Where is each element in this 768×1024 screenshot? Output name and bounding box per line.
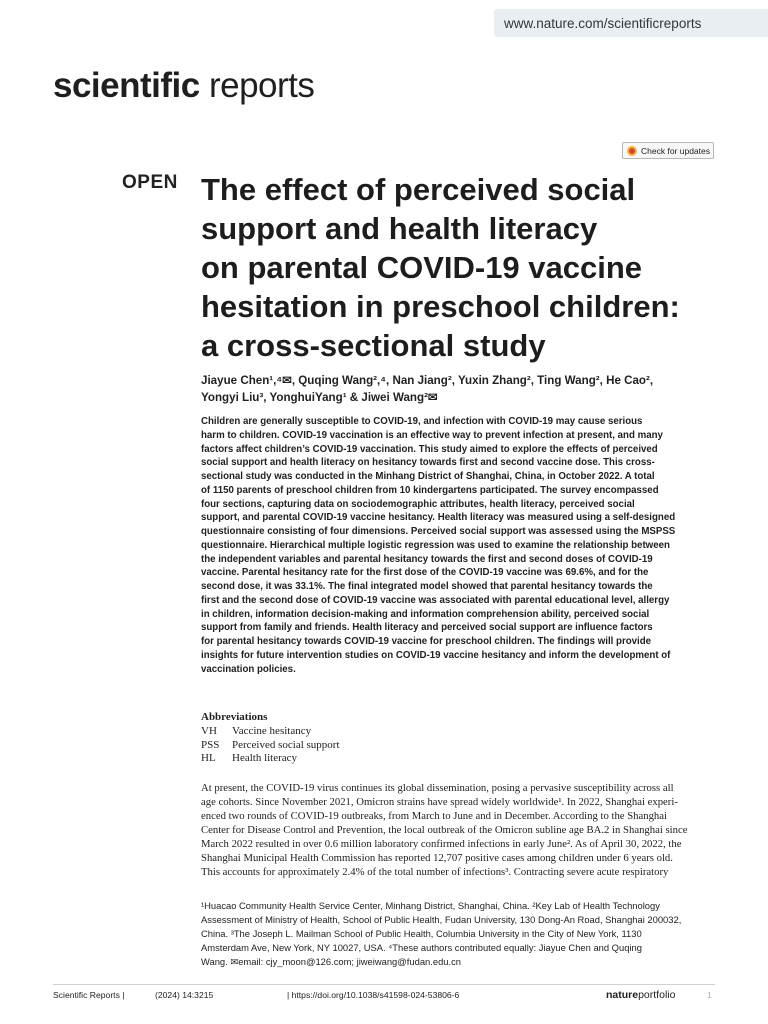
abstract-line: in children, information decision-making and information comprehension ability, perceived social: [201, 608, 650, 620]
abstract-line: support from family and friends. Health literacy and perceived social support are influence factors: [201, 622, 653, 634]
abbreviation-row: [201, 739, 340, 753]
abstract-line: first and the second dose of COVID-19 vaccine was associated with parental educational level, allergy: [201, 594, 670, 606]
abbreviation-key: VH: [201, 725, 217, 737]
author-line: Jiayue Chen¹,⁴✉, Quqing Wang²,⁴, Nan Jiang², Yuxin Zhang², Ting Wang², He Cao²,: [201, 374, 654, 387]
abstract-line: four sections, capturing data on sociodemographic attributes, health literacy, perceived social: [201, 498, 635, 510]
publisher-logo: [606, 989, 675, 1001]
author-list: [201, 372, 721, 406]
journal-logo: [53, 66, 314, 106]
abstract-line: of 1150 parents of preschool children from 10 kindergartens participated. The survey encompassed: [201, 484, 659, 496]
affiliations: [201, 899, 718, 969]
abstract-line: Children are generally susceptible to COVID-19, and infection with COVID-19 may cause serious: [201, 416, 643, 427]
abbreviation-value: Vaccine hesitancy: [232, 725, 312, 737]
abstract-line: social support and health literacy on hesitancy towards first and second vaccine dose. This cross-: [201, 457, 655, 469]
abstract-line: vaccine. Parental hesitancy rate for the first dose of the COVID-19 vaccine was 69.6%, and for the: [201, 567, 649, 579]
abstract-line: factors affect children’s COVID-19 vaccination. This study aimed to explore the effects of perceived: [201, 443, 658, 455]
abstract-line: questionnaire. Hierarchical multiple logistic regression was used to examine the relationship between: [201, 539, 670, 551]
footer-volume: (2024) 14:3215: [155, 990, 214, 1000]
abstract: [201, 415, 718, 676]
title-line: on parental COVID-19 vaccine: [201, 250, 643, 285]
intro-line: March 2022 resulted in over 0.6 million laboratory confirmed infections in early June². As of April 30, 2022, the: [201, 838, 682, 851]
abstract-line: questionnaire consisting of four dimensions. Perceived social support was assessed using the MSPSS: [201, 526, 676, 537]
journal-logo-regular: reports: [199, 66, 315, 105]
check-updates-label: Check for updates: [641, 145, 710, 156]
intro-line: Center for Disease Control and Prevention, the local outbreak of the Omicron subline age BA.2 in Shanghai since: [201, 824, 688, 837]
abbreviation-key: PSS: [201, 738, 220, 751]
title-line: hesitation in preschool children:: [201, 289, 680, 324]
abstract-line: harm to children. COVID-19 vaccination is an effective way to prevent infection at present, and many: [201, 429, 663, 441]
abstract-line: for parental hesitancy towards COVID-19 vaccine for preschool children. The findings will provide: [201, 636, 652, 647]
abbreviation-row: [201, 752, 340, 766]
check-for-updates-button[interactable]: [622, 142, 714, 159]
affiliation-line: Amsterdam Ave, New York, NY 10027, USA. ⁴These authors contributed equally: Jiayue Chen and Quqing: [201, 942, 642, 954]
title-line: The effect of perceived social: [201, 172, 636, 207]
affiliation-line: ¹Huacao Community Health Service Center, Minhang District, Shanghai, China. ²Key Lab of Health Technology: [201, 900, 660, 911]
abbreviations-heading: Abbreviations: [201, 711, 268, 723]
journal-logo-bold: scientific: [53, 66, 200, 105]
affiliation-line: China. ³The Joseph L. Mailman School of Public Health, Columbia University in the City of New York, 1130: [201, 928, 642, 940]
abstract-line: support, and parental COVID-19 vaccine hesitancy. Health literacy was measured using a self-designed: [201, 512, 676, 524]
page-footer: [53, 990, 715, 1004]
abbreviation-key: HL: [201, 752, 216, 765]
title-line: a cross-sectional study: [201, 328, 546, 363]
abstract-line: second dose, it was 33.1%. The final integrated model showed that parental hesitancy towards the: [201, 581, 653, 592]
abbreviation-value: Health literacy: [232, 752, 298, 765]
publisher-logo-regular: portfolio: [638, 989, 676, 1001]
abstract-line: insights for future intervention studies on COVID-19 vaccine hesitancy and inform the development of: [201, 649, 671, 661]
intro-line: At present, the COVID-19 virus continues its global dissemination, posing a pervasive susceptibility across all: [201, 782, 674, 794]
abstract-line: sectional study was conducted in the Minhang District of Shanghai, China, in October 2022. A total: [201, 471, 655, 482]
open-access-label: OPEN: [122, 172, 178, 193]
abbreviations-list: [201, 725, 340, 766]
journal-url-bar[interactable]: [494, 9, 768, 37]
footer-journal: Scientific Reports |: [53, 990, 125, 1000]
journal-url[interactable]: www.nature.com/scientificreports: [504, 15, 702, 31]
title-line: support and health literacy: [201, 211, 598, 246]
check-updates-icon: [627, 146, 637, 156]
article-title: [201, 170, 721, 365]
abstract-line: vaccination policies.: [201, 663, 296, 675]
abbreviation-value: Perceived social support: [232, 738, 340, 751]
page-number: 1: [707, 990, 712, 1000]
abstract-line: the independent variables and parental hesitancy towards the first and second doses of COVID-19: [201, 553, 653, 565]
abbreviation-row: [201, 725, 340, 739]
intro-line: Shanghai Municipal Health Commission has reported 12,707 positive cases among children under 6 years old.: [201, 852, 673, 865]
publisher-logo-bold: nature: [606, 989, 639, 1001]
introduction-body: [201, 781, 718, 879]
affiliation-line[interactable]: Wang. ✉email: cjy_moon@126.com; jiweiwang@fudan.edu.cn: [201, 956, 462, 968]
footer-divider: [53, 984, 715, 985]
affiliation-line: Assessment of Ministry of Health, School of Public Health, Fudan University, 130 Dong-An Road, Shanghai 200032,: [201, 914, 682, 926]
intro-line: This accounts for approximately 2.4% of the total number of infections³. Contracting severe acute respiratory: [201, 866, 669, 879]
author-line: Yongyi Liu³, YonghuiYang¹ & Jiwei Wang²✉: [201, 391, 438, 404]
footer-doi-link[interactable]: | https://doi.org/10.1038/s41598-024-53806-6: [287, 990, 460, 1000]
intro-line: age cohorts. Since November 2021, Omicron strains have spread widely worldwide¹. In 2022, Shanghai experi-: [201, 796, 678, 809]
intro-line: enced two rounds of COVID-19 outbreaks, from March to June and in December. According to the Shanghai: [201, 810, 667, 823]
